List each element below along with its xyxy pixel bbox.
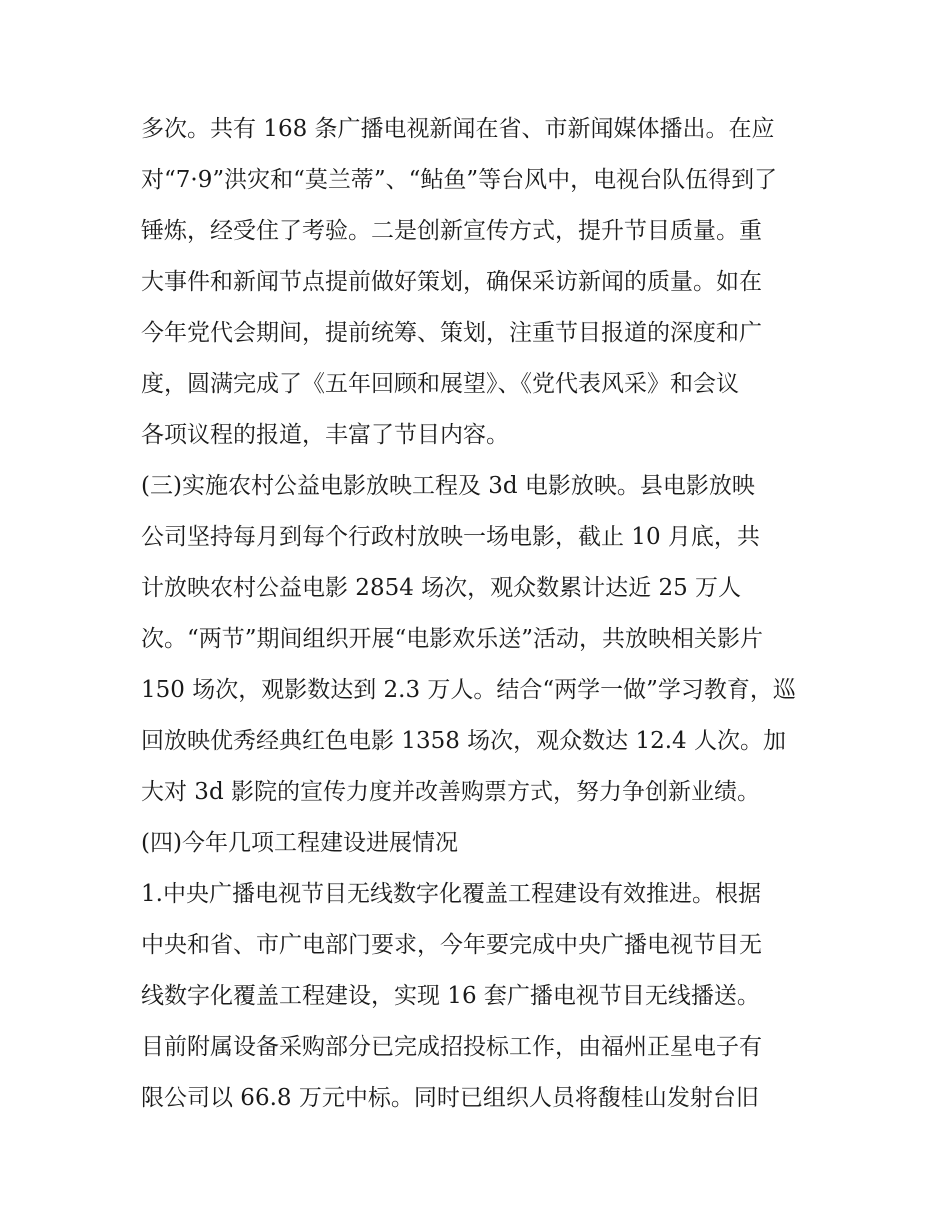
text-line: 度，圆满完成了《五年回顾和展望》、《党代表风采》和会议 bbox=[141, 371, 739, 397]
body-text bbox=[141, 104, 821, 1124]
text-line: 对“7·9”洪灾和“莫兰蒂”、“鲇鱼”等台风中，电视台队伍得到了 bbox=[141, 167, 778, 193]
text-line: 目前附属设备采购部分已完成招投标工作，由福州正星电子有 bbox=[141, 1034, 762, 1060]
text-line: 次。“两节”期间组织开展“电影欢乐送”活动，共放映相关影片 bbox=[141, 626, 764, 652]
text-line: 中央和省、市广电部门要求，今年要完成中央广播电视节目无 bbox=[141, 932, 762, 958]
text-line: 150 场次，观影数达到 2.3 万人。结合“两学一做”学习教育，巡 bbox=[141, 677, 796, 703]
section-heading-3: (三)实施农村公益电影放映工程及 3d 电影放映。县电影放映 bbox=[141, 473, 755, 499]
text-line: 多次。共有 168 条广播电视新闻在省、市新闻媒体播出。在应 bbox=[141, 116, 775, 142]
text-line: 回放映优秀经典红色电影 1358 场次，观众数达 12.4 人次。加 bbox=[141, 728, 786, 754]
text-line: 公司坚持每月到每个行政村放映一场电影，截止 10 月底，共 bbox=[141, 524, 760, 550]
text-line: 大对 3d 影院的宣传力度并改善购票方式，努力争创新业绩。 bbox=[141, 779, 760, 805]
text-line: 锤炼，经受住了考验。二是创新宣传方式，提升节目质量。重 bbox=[141, 218, 762, 244]
section-heading-4: (四)今年几项工程建设进展情况 bbox=[141, 830, 458, 856]
subsection-item-1: 1.中央广播电视节目无线数字化覆盖工程建设有效推进。根据 bbox=[141, 881, 761, 907]
text-line: 线数字化覆盖工程建设，实现 16 套广播电视节目无线播送。 bbox=[141, 983, 760, 1009]
text-line: 大事件和新闻节点提前做好策划，确保采访新闻的质量。如在 bbox=[141, 269, 762, 295]
text-line: 今年党代会期间，提前统筹、策划，注重节目报道的深度和广 bbox=[141, 320, 762, 346]
text-line: 限公司以 66.8 万元中标。同时已组织人员将馥桂山发射台旧 bbox=[141, 1085, 759, 1111]
text-line: 计放映农村公益电影 2854 场次，观众数累计达近 25 万人 bbox=[141, 575, 742, 601]
text-line: 各项议程的报道，丰富了节目内容。 bbox=[141, 422, 509, 448]
